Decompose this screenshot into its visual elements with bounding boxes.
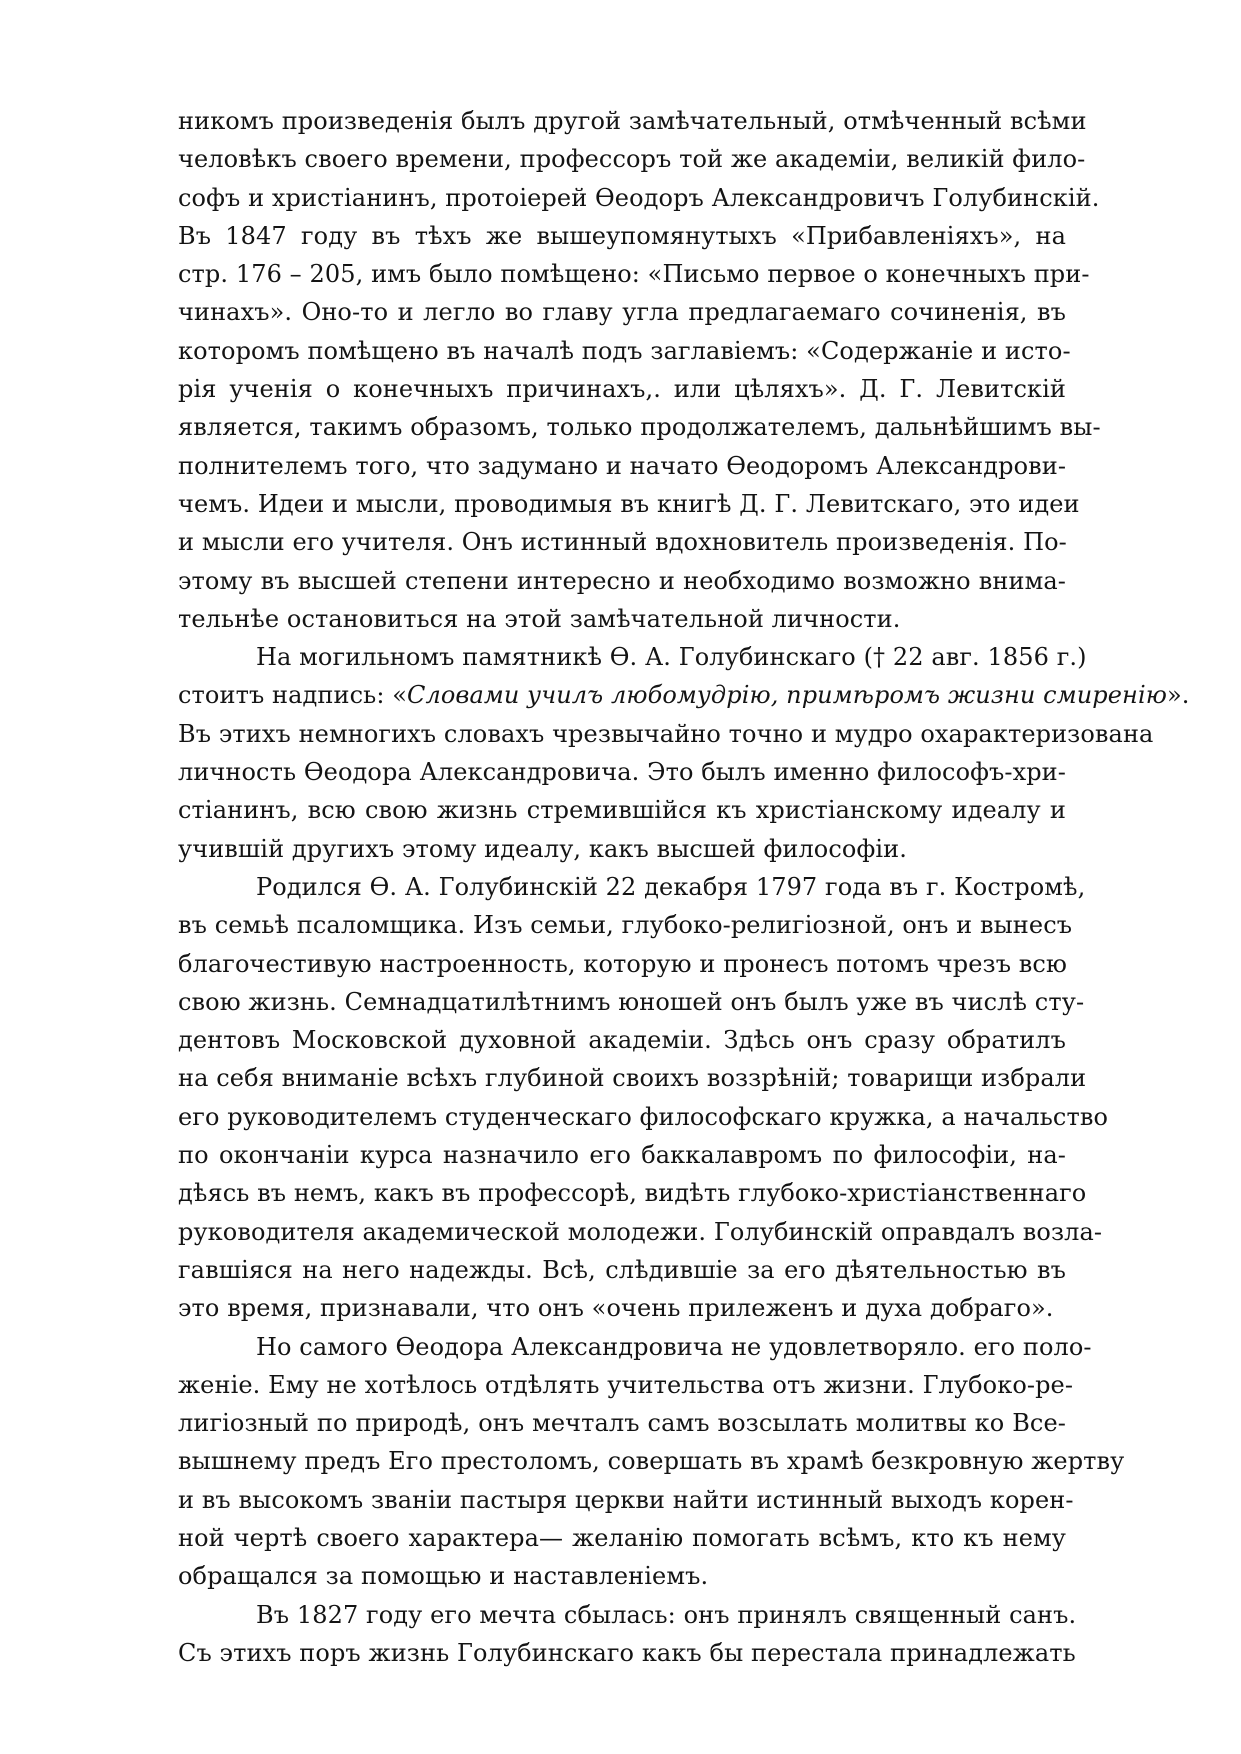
text-line: личность Ѳеодора Александровича. Это былъ именно философъ-хри- — [178, 758, 1066, 787]
text-line: лигіозный по природѣ, онъ мечталъ самъ возсылать молитвы ко Все- — [178, 1409, 1066, 1438]
text-line: человѣкъ своего времени, профессоръ той же академіи, великій фило- — [178, 145, 1086, 174]
inscription-prefix: стоитъ надпись: « — [178, 681, 408, 710]
text-line: его руководителемъ студенческаго философскаго кружка, а начальство — [178, 1102, 1109, 1131]
inscription-line — [178, 676, 1190, 714]
text-line: этому въ высшей степени интересно и необходимо возможно внима- — [178, 566, 1066, 595]
text-line: и въ высокомъ званіи пастыря церкви найти истинный выходъ корен- — [178, 1485, 1074, 1514]
text-line: свою жизнь. Семнадцатилѣтнимъ юношей онъ былъ уже въ числѣ сту- — [178, 987, 1085, 1016]
text-line: по окончаніи курса назначило его баккалавромъ по философіи, на- — [178, 1141, 1066, 1170]
text-line: стр. 176 – 205, имъ было помѣщено: «Письмо первое о конечныхъ при- — [178, 260, 1090, 289]
text-line: стіанинъ, всю свою жизнь стремившійся къ христіанскому идеалу и — [178, 796, 1066, 825]
text-line: вышнему предъ Его престоломъ, совершать въ храмѣ безкровную жертву — [178, 1447, 1125, 1476]
text-line: Съ этихъ поръ жизнь Голубинскаго какъ бы перестала принадлежать — [178, 1638, 1076, 1667]
text-line: дѣясь въ немъ, какъ въ профессорѣ, видѣть глубоко-христіанственнаго — [178, 1179, 1087, 1208]
text-line: является, такимъ образомъ, только продолжателемъ, дальнѣйшимъ вы- — [178, 413, 1101, 442]
text-line: полнителемъ того, что задумано и начато Ѳеодоромъ Александрови- — [178, 451, 1067, 480]
text-line: благочестивую настроенность, которую и пронесъ потомъ чрезъ всю — [178, 949, 1067, 978]
inscription-quote: Словами училъ любомудрію, примѣромъ жизни смиренію — [407, 681, 1167, 710]
text-line: учившій другихъ этому идеалу, какъ высшей философіи. — [178, 834, 907, 863]
text-line: ной чертѣ своего характера— желанію помогать всѣмъ, кто къ нему — [178, 1523, 1066, 1552]
text-line: это время, признавали, что онъ «очень прилеженъ и духа добраго». — [178, 1294, 1054, 1323]
text-line: руководителя академической молодежи. Голубинскій оправдалъ возла- — [178, 1217, 1103, 1246]
text-line: гавшіяся на него надежды. Всѣ, слѣдившіе за его дѣятельностью въ — [178, 1255, 1066, 1284]
text-line: Въ этихъ немногихъ словахъ чрезвычайно точно и мудро охарактеризована — [178, 719, 1154, 748]
body-text — [178, 102, 1190, 1672]
text-line: софъ и христіанинъ, протоіерей Ѳеодоръ Александровичъ Голубинскій. — [178, 183, 1100, 212]
text-line: обращался за помощью и наставленіемъ. — [178, 1562, 709, 1591]
text-line: рія ученія о конечныхъ причинахъ,. или цѣляхъ». Д. Г. Левитскій — [178, 375, 1066, 404]
text-line: чемъ. Идеи и мысли, проводимыя въ книгѣ Д. Г. Левитскаго, это идеи — [178, 489, 1080, 518]
text-line: дентовъ Московской духовной академіи. Здѣсь онъ сразу обратилъ — [178, 1026, 1066, 1055]
paragraph-start-line: Въ 1827 году его мечта сбылась: онъ принялъ священный санъ. — [256, 1600, 1077, 1629]
text-line: и мысли его учителя. Онъ истинный вдохновитель произведенія. По- — [178, 528, 1067, 557]
paragraph-start-line: Но самого Ѳеодора Александровича не удовлетворяло. его поло- — [256, 1332, 1092, 1361]
text-line: женіе. Ему не хотѣлось отдѣлять учительства отъ жизни. Глубоко-ре- — [178, 1370, 1074, 1399]
paragraph-start-line: На могильномъ памятникѣ Ѳ. А. Голубинскаго († 22 авг. 1856 г.) — [256, 643, 1087, 672]
inscription-suffix: ». — [1166, 681, 1190, 710]
text-line: чинахъ». Оно-то и легло во главу угла предлагаемаго сочиненія, въ — [178, 298, 1066, 327]
text-line: въ семьѣ псаломщика. Изъ семьи, глубоко-религіозной, онъ и вынесъ — [178, 911, 1073, 940]
text-line: никомъ произведенія былъ другой замѣчательный, отмѣченный всѣми — [178, 107, 1087, 135]
paragraph-start-line: Родился Ѳ. А. Голубинскій 22 декабря 1797 года въ г. Костромѣ, — [256, 872, 1086, 901]
text-line: тельнѣе остановиться на этой замѣчательной личности. — [178, 604, 901, 633]
text-line: Въ 1847 году въ тѣхъ же вышеупомянутыхъ «Прибавленіяхъ», на — [178, 221, 1066, 250]
text-line: которомъ помѣщено въ началѣ подъ заглавіемъ: «Содержаніе и исто- — [178, 336, 1071, 365]
text-line: на себя вниманіе всѣхъ глубиной своихъ воззрѣній; товарищи избрали — [178, 1064, 1087, 1093]
